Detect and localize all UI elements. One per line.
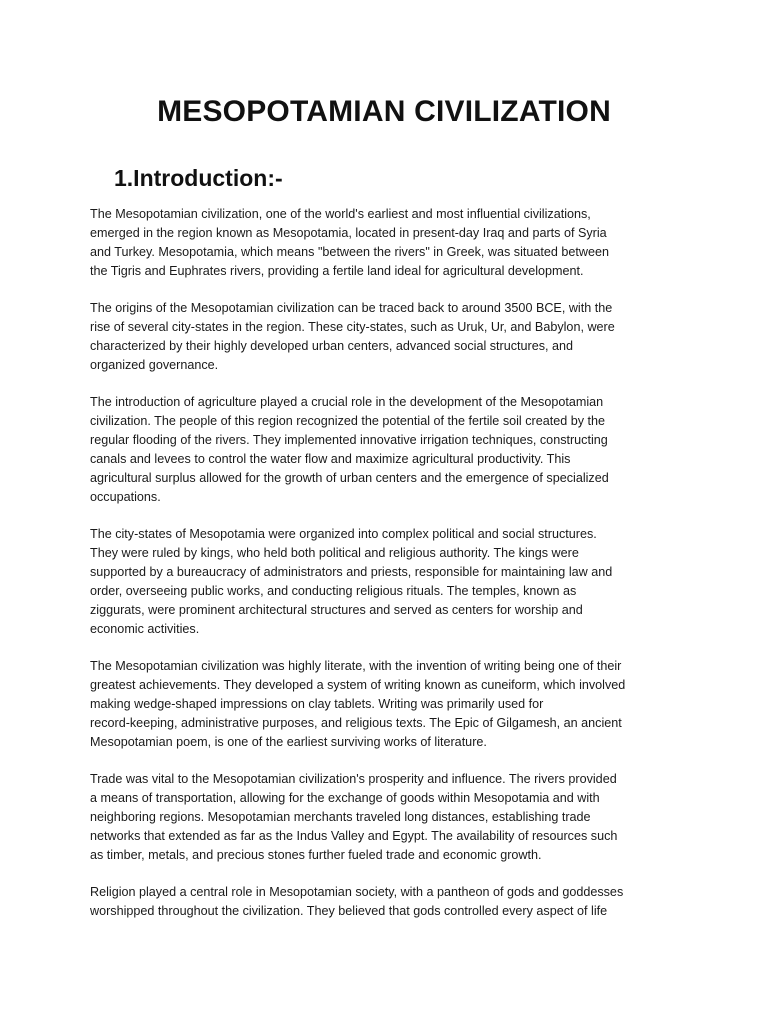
paragraph-7: Religion played a central role in Mesopotamian society, with a pantheon of gods and goddesses worshipped throughout the civilization. They believed that gods controlled every aspect of life [90,885,624,919]
paragraph-6: Trade was vital to the Mesopotamian civilization's prosperity and influence. The rivers provided a means of transportation, allowing for the exchange of goods within Mesopotamia and with neighboring regions. Mesopotamian merchants traveled long distances, establishing trade networks that extended as far as the Indus Valley and Egypt. The availability of resources such as timber, metals, and precious stones further fueled trade and economic growth. [90,772,618,862]
paragraph-5: The Mesopotamian civilization was highly literate, with the invention of writing being one of their greatest achievements. They developed a system of writing known as cuneiform, which involved making wedge-shaped impressions on clay tablets. Writing was primarily used for record-keeping, administrative purposes, and religious texts. The Epic of Gilgamesh, an ancient Mesopotamian poem, is one of the earliest surviving works of literature. [90,659,626,749]
paragraph-3: The introduction of agriculture played a crucial role in the development of the Mesopotamian civilization. The people of this region recognized the potential of the fertile soil created by the regular flooding of the rivers. They implemented innovative irrigation techniques, constructing canals and levees to control the water flow and maximize agricultural productivity. This agricultural surplus allowed for the growth of urban centers and the emergence of specialized occupations. [90,395,609,504]
paragraph-1: The Mesopotamian civilization, one of the world's earliest and most influential civilizations, emerged in the region known as Mesopotamia, located in present-day Iraq and parts of Syria and Turkey. Mesopotamia, which means "between the rivers" in Greek, was situated between the Tigris and Euphrates rivers, providing a fertile land ideal for agricultural development. [90,207,610,278]
paragraph-2: The origins of the Mesopotamian civilization can be traced back to around 3500 BCE, with the rise of several city-states in the region. These city-states, such as Uruk, Ur, and Babylon, were characterized by their highly developed urban centers, advanced social structures, and organized governance. [90,301,615,372]
section-heading-introduction: 1.Introduction:- [114,165,283,191]
paragraph-4: The city-states of Mesopotamia were organized into complex political and social structures. They were ruled by kings, who held both political and religious authority. The kings were supported by a bureaucracy of administrators and priests, responsible for maintaining law and order, overseeing public works, and conducting religious rituals. The temples, known as ziggurats, were prominent architectural structures and served as centers for worship and economic activities. [90,527,613,636]
document-body [90,205,690,940]
document-title: MESOPOTAMIAN CIVILIZATION [157,95,611,128]
